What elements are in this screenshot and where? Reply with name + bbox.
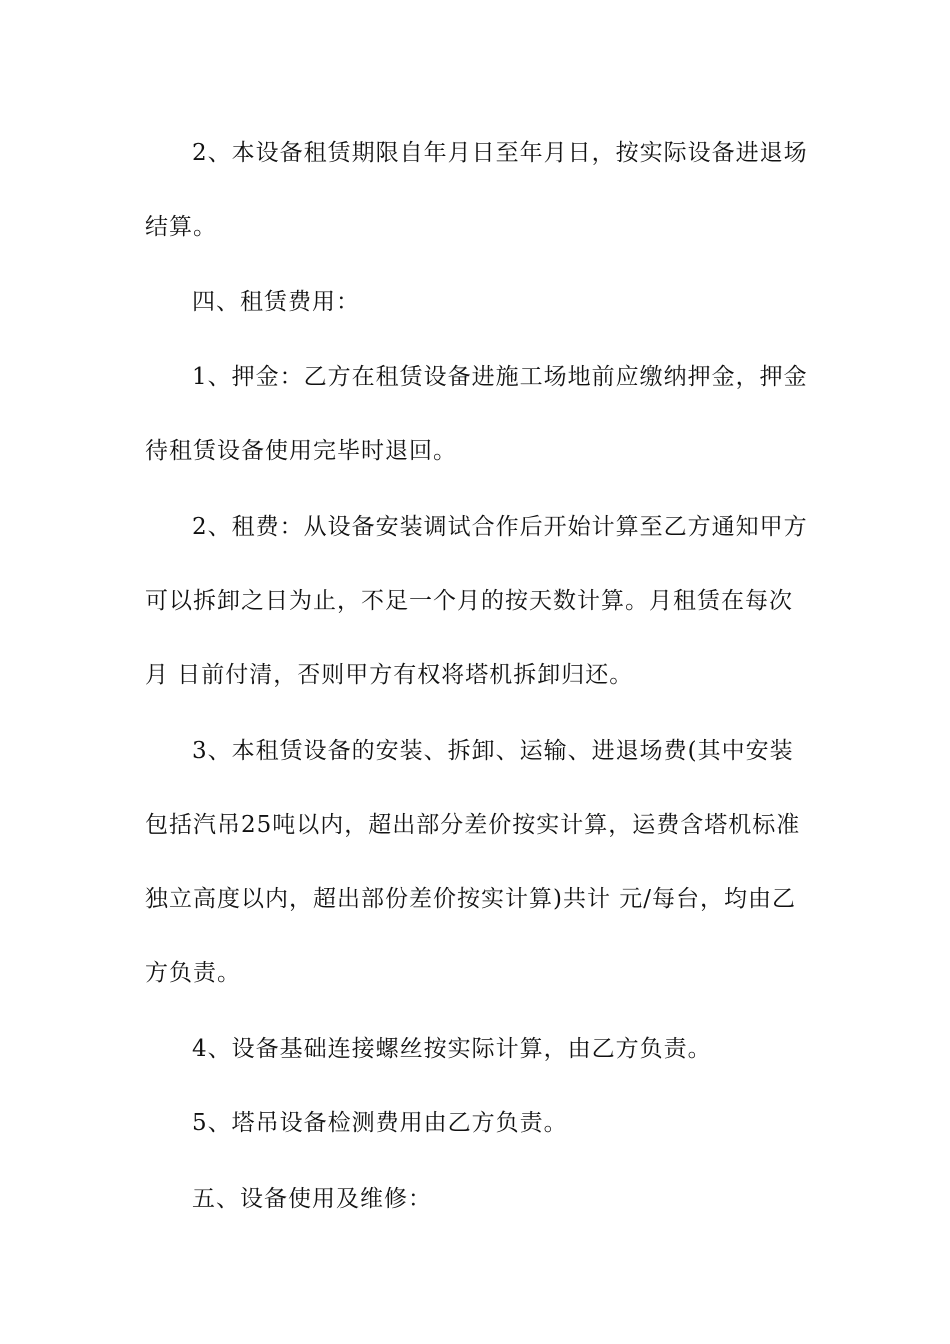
- section-heading-usage-maintenance: 五、设备使用及维修：: [192, 1186, 432, 1212]
- paragraph-rental-period-cont: 结算。: [145, 214, 217, 240]
- paragraph-installation-fees-cont-1: 包括汽吊25吨以内，超出部分差价按实计算，运费含塔机标准: [145, 812, 801, 838]
- paragraph-foundation-bolts: 4、设备基础连接螺丝按实际计算，由乙方负责。: [192, 1036, 712, 1062]
- paragraph-deposit-cont: 待租赁设备使用完毕时退回。: [145, 438, 457, 464]
- paragraph-rent-cont-2: 月 日前付清，否则甲方有权将塔机拆卸归还。: [145, 662, 634, 688]
- paragraph-rental-period: 2、本设备租赁期限自年月日至年月日，按实际设备进退场: [192, 140, 808, 166]
- paragraph-rent-cont-1: 可以拆卸之日为止，不足一个月的按天数计算。月租赁在每次: [145, 588, 793, 614]
- section-heading-rental-fees: 四、租赁费用：: [192, 289, 360, 315]
- paragraph-installation-fees-cont-3: 方负责。: [145, 960, 241, 986]
- paragraph-installation-fees-cont-2: 独立高度以内，超出部份差价按实计算)共计 元/每台，均由乙: [145, 886, 797, 912]
- paragraph-inspection-fees: 5、塔吊设备检测费用由乙方负责。: [192, 1110, 568, 1136]
- paragraph-rent: 2、租费：从设备安装调试合作后开始计算至乙方通知甲方: [192, 514, 808, 540]
- paragraph-deposit: 1、押金：乙方在租赁设备进施工场地前应缴纳押金，押金: [192, 364, 808, 390]
- paragraph-installation-fees: 3、本租赁设备的安装、拆卸、运输、进退场费(其中安装: [192, 738, 794, 764]
